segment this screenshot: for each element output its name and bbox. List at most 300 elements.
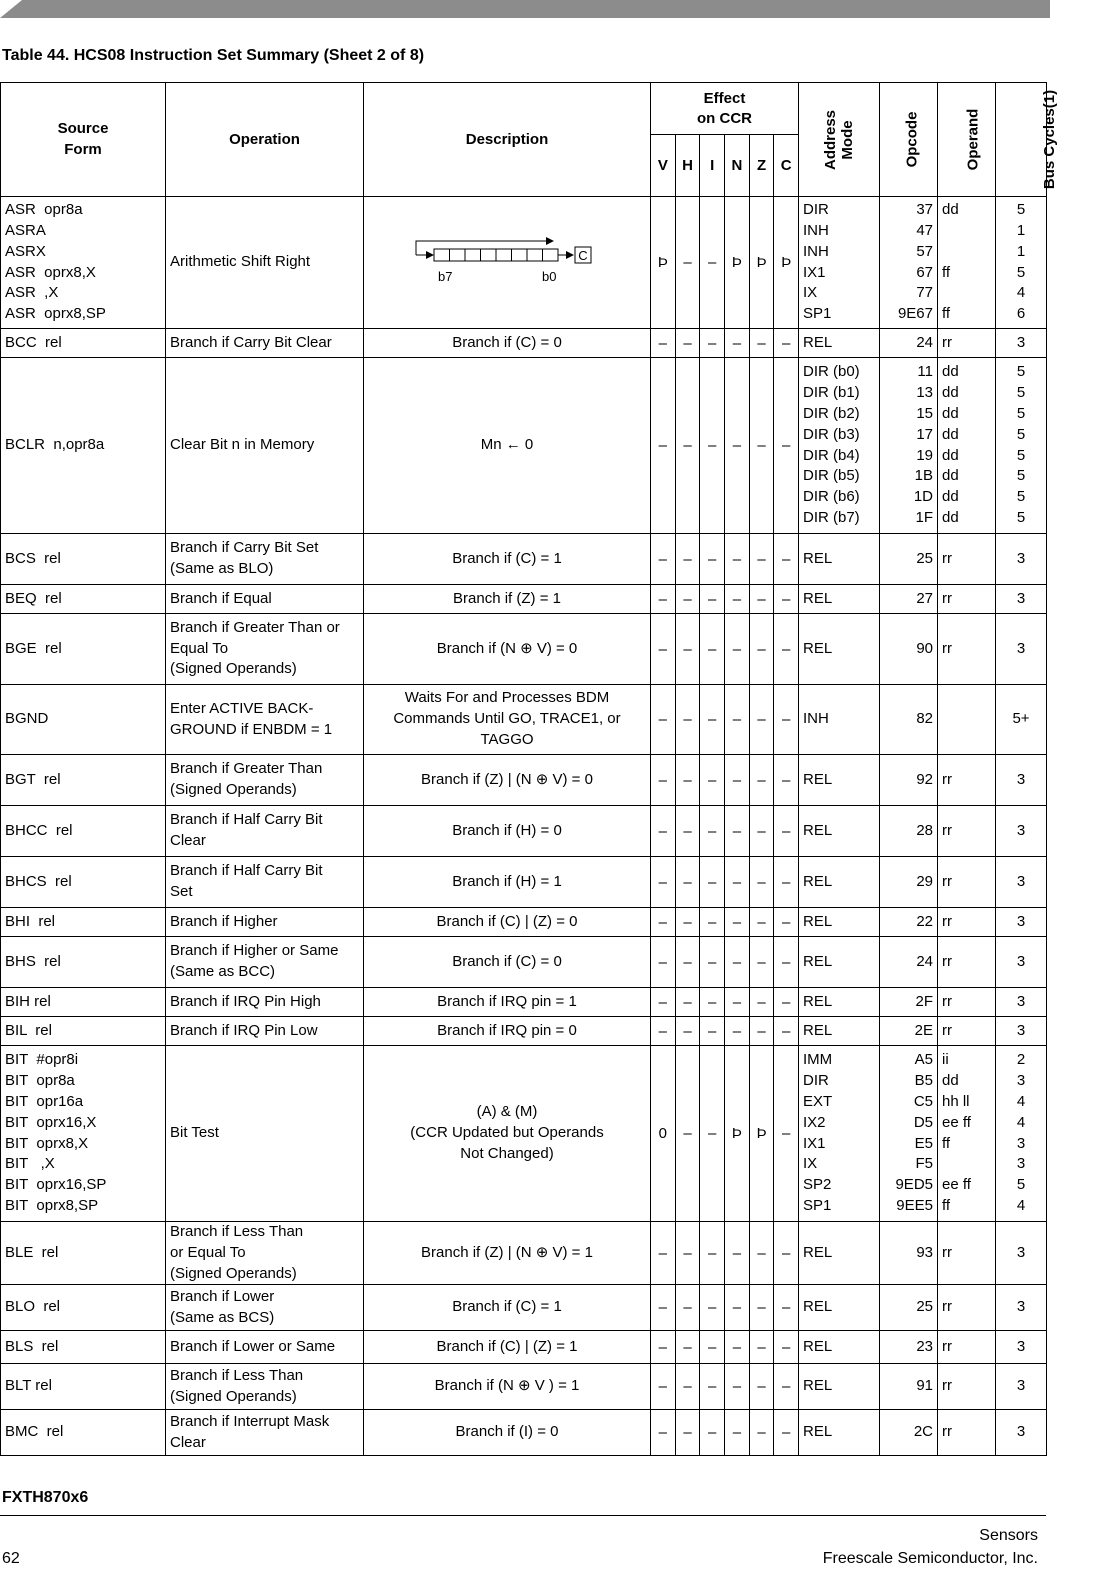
- address-mode-cell: REL: [799, 1331, 880, 1364]
- ccr-flag-i: –: [700, 1410, 725, 1456]
- source-form-cell: BGND: [1, 685, 166, 755]
- ccr-flag-i: –: [700, 534, 725, 585]
- table-row: [1, 755, 1047, 806]
- opcode-cell: 24: [880, 329, 938, 358]
- ccr-flag-v: –: [651, 329, 676, 358]
- instruction-table: [0, 82, 1059, 1456]
- ccr-flag-h: –: [675, 329, 700, 358]
- address-mode-cell: REL: [799, 937, 880, 988]
- bus-cycles-cell: 3: [996, 937, 1047, 988]
- table-row: [1, 534, 1047, 585]
- opcode-cell: 25: [880, 534, 938, 585]
- operation-cell: Branch if IRQ Pin High: [166, 988, 364, 1017]
- table-title: Table 44. HCS08 Instruction Set Summary (Sheet 2 of 8): [2, 47, 425, 64]
- table-row: [1, 1364, 1047, 1410]
- ccr-flag-c: Þ: [774, 197, 799, 329]
- address-mode-cell: IMM DIR EXT IX2 IX1 IX SP2 SP1: [799, 1046, 880, 1222]
- ccr-flag-c: –: [774, 685, 799, 755]
- description-cell: (A) & (M) (CCR Updated but Operands Not Changed): [364, 1046, 651, 1222]
- source-form-cell: BIL rel: [1, 1017, 166, 1046]
- opcode-cell: 22: [880, 908, 938, 937]
- opcode-cell: 2E: [880, 1017, 938, 1046]
- operand-cell: rr: [938, 534, 996, 585]
- operand-cell: rr: [938, 806, 996, 857]
- ccr-flag-i: –: [700, 806, 725, 857]
- ccr-flag-h: –: [675, 614, 700, 685]
- ccr-flag-v: –: [651, 988, 676, 1017]
- description-cell: Branch if (C) = 0: [364, 937, 651, 988]
- source-form-cell: BHCC rel: [1, 806, 166, 857]
- ccr-flag-v: –: [651, 857, 676, 908]
- source-form-cell: BGT rel: [1, 755, 166, 806]
- opcode-cell: 25: [880, 1285, 938, 1331]
- operation-cell: Branch if Carry Bit Set (Same as BLO): [166, 534, 364, 585]
- operand-cell: rr: [938, 1222, 996, 1285]
- ccr-flag-i: –: [700, 1331, 725, 1364]
- bus-cycles-cell: 3: [996, 329, 1047, 358]
- table-row: [1, 937, 1047, 988]
- operand-cell: dd ff ff: [938, 197, 996, 329]
- ccr-flag-v: –: [651, 1017, 676, 1046]
- opcode-cell: 82: [880, 685, 938, 755]
- description-cell: Branch if (N ⊕ V) = 0: [364, 614, 651, 685]
- source-form-cell: BIH rel: [1, 988, 166, 1017]
- opcode-cell: 2F: [880, 988, 938, 1017]
- operation-cell: Branch if Higher: [166, 908, 364, 937]
- header-opcode: Opcode: [880, 83, 938, 197]
- header-flag-v: V: [651, 135, 676, 197]
- source-form-cell: ASR opr8a ASRA ASRX ASR oprx8,X ASR ,X ASR oprx8,SP: [1, 197, 166, 329]
- ccr-flag-z: –: [749, 908, 774, 937]
- table-row: [1, 585, 1047, 614]
- operand-cell: rr: [938, 908, 996, 937]
- ccr-flag-z: –: [749, 685, 774, 755]
- operand-cell: rr: [938, 1017, 996, 1046]
- address-mode-cell: INH: [799, 685, 880, 755]
- ccr-flag-v: Þ: [651, 197, 676, 329]
- address-mode-cell: REL: [799, 1364, 880, 1410]
- source-form-cell: BCS rel: [1, 534, 166, 585]
- ccr-flag-n: –: [725, 908, 750, 937]
- ccr-flag-h: –: [675, 1046, 700, 1222]
- ccr-flag-v: –: [651, 685, 676, 755]
- description-cell: Branch if IRQ pin = 1: [364, 988, 651, 1017]
- address-mode-cell: REL: [799, 806, 880, 857]
- address-mode-cell: REL: [799, 1222, 880, 1285]
- ccr-flag-v: –: [651, 1285, 676, 1331]
- source-form-cell: BHS rel: [1, 937, 166, 988]
- ccr-flag-n: –: [725, 1410, 750, 1456]
- description-cell: Branch if (C) | (Z) = 0: [364, 908, 651, 937]
- bus-cycles-cell: 3: [996, 806, 1047, 857]
- header-description: Description: [364, 83, 651, 197]
- ccr-flag-h: –: [675, 197, 700, 329]
- operand-cell: [938, 685, 996, 755]
- address-mode-cell: REL: [799, 1017, 880, 1046]
- ccr-flag-i: –: [700, 937, 725, 988]
- ccr-flag-i: –: [700, 197, 725, 329]
- b7-label: b7: [438, 268, 453, 284]
- company-name: Freescale Semiconductor, Inc.: [822, 1550, 1038, 1567]
- table-row: [1, 1331, 1047, 1364]
- ccr-flag-h: –: [675, 534, 700, 585]
- ccr-flag-v: –: [651, 585, 676, 614]
- description-cell: Branch if (H) = 0: [364, 806, 651, 857]
- ccr-flag-v: –: [651, 806, 676, 857]
- operand-cell: dd dd dd dd dd dd dd dd: [938, 358, 996, 534]
- operation-cell: Branch if Half Carry Bit Clear: [166, 806, 364, 857]
- table-row: [1, 197, 1047, 329]
- ccr-flag-v: –: [651, 908, 676, 937]
- ccr-flag-z: –: [749, 358, 774, 534]
- ccr-flag-h: –: [675, 908, 700, 937]
- ccr-flag-z: –: [749, 988, 774, 1017]
- description-cell: [364, 197, 651, 329]
- ccr-flag-n: –: [725, 1222, 750, 1285]
- footer-section: Sensors: [979, 1527, 1038, 1544]
- operand-cell: ii dd hh ll ee ff ff ee ff ff: [938, 1046, 996, 1222]
- bus-cycles-cell: 3: [996, 908, 1047, 937]
- opcode-cell: 23: [880, 1331, 938, 1364]
- description-cell: Branch if (C) = 1: [364, 1285, 651, 1331]
- ccr-flag-n: –: [725, 1364, 750, 1410]
- header-operand: Operand: [938, 83, 996, 197]
- ccr-flag-n: –: [725, 685, 750, 755]
- source-form-cell: BHCS rel: [1, 857, 166, 908]
- bus-cycles-cell: 3: [996, 857, 1047, 908]
- table-row: [1, 685, 1047, 755]
- operand-cell: rr: [938, 1331, 996, 1364]
- bus-cycles-cell: 3: [996, 1222, 1047, 1285]
- ccr-flag-n: –: [725, 857, 750, 908]
- operation-cell: Branch if Equal: [166, 585, 364, 614]
- description-cell: Branch if (N ⊕ V ) = 1: [364, 1364, 651, 1410]
- opcode-cell: 27: [880, 585, 938, 614]
- bus-cycles-cell: 3: [996, 1410, 1047, 1456]
- operation-cell: Branch if Interrupt Mask Clear: [166, 1410, 364, 1456]
- ccr-flag-z: –: [749, 1410, 774, 1456]
- ccr-flag-c: –: [774, 988, 799, 1017]
- operation-cell: Branch if Greater Than or Equal To (Signed Operands): [166, 614, 364, 685]
- bus-cycles-cell: 3: [996, 1331, 1047, 1364]
- ccr-flag-c: –: [774, 908, 799, 937]
- table-row: [1, 1410, 1047, 1456]
- ccr-flag-i: –: [700, 685, 725, 755]
- operand-cell: rr: [938, 857, 996, 908]
- ccr-flag-n: –: [725, 534, 750, 585]
- address-mode-cell: REL: [799, 614, 880, 685]
- description-cell: Waits For and Processes BDM Commands Until GO, TRACE1, or TAGGO: [364, 685, 651, 755]
- ccr-flag-n: –: [725, 614, 750, 685]
- bus-cycles-cell: 5 1 1 5 4 6: [996, 197, 1047, 329]
- header-source-form: Source Form: [1, 83, 166, 197]
- ccr-flag-i: –: [700, 1046, 725, 1222]
- ccr-flag-v: –: [651, 1331, 676, 1364]
- header-address-mode: Address Mode: [799, 83, 880, 197]
- source-form-cell: BLO rel: [1, 1285, 166, 1331]
- operation-cell: Branch if Greater Than (Signed Operands): [166, 755, 364, 806]
- ccr-flag-h: –: [675, 1222, 700, 1285]
- ccr-flag-n: –: [725, 585, 750, 614]
- ccr-flag-n: –: [725, 329, 750, 358]
- ccr-flag-c: –: [774, 1285, 799, 1331]
- description-cell: Branch if (Z) | (N ⊕ V) = 0: [364, 755, 651, 806]
- table-row: [1, 1046, 1047, 1222]
- ccr-flag-v: –: [651, 358, 676, 534]
- header-flag-z: Z: [749, 135, 774, 197]
- ccr-flag-h: –: [675, 755, 700, 806]
- description-cell: Branch if (Z) | (N ⊕ V) = 1: [364, 1222, 651, 1285]
- ccr-flag-n: –: [725, 1017, 750, 1046]
- ccr-flag-z: –: [749, 534, 774, 585]
- bus-cycles-cell: 3: [996, 1017, 1047, 1046]
- ccr-flag-h: –: [675, 1364, 700, 1410]
- operation-cell: Clear Bit n in Memory: [166, 358, 364, 534]
- opcode-cell: 92: [880, 755, 938, 806]
- description-cell: Branch if IRQ pin = 0: [364, 1017, 651, 1046]
- ccr-flag-z: Þ: [749, 1046, 774, 1222]
- ccr-flag-c: –: [774, 614, 799, 685]
- opcode-cell: 2C: [880, 1410, 938, 1456]
- table-row: [1, 358, 1047, 534]
- bus-cycles-cell: 3: [996, 585, 1047, 614]
- ccr-flag-i: –: [700, 1017, 725, 1046]
- bus-cycles-cell: 3: [996, 614, 1047, 685]
- ccr-flag-h: –: [675, 988, 700, 1017]
- operation-cell: Branch if Lower or Same: [166, 1331, 364, 1364]
- operand-cell: rr: [938, 988, 996, 1017]
- ccr-flag-h: –: [675, 806, 700, 857]
- description-cell: Branch if (C) = 1: [364, 534, 651, 585]
- ccr-flag-v: –: [651, 1410, 676, 1456]
- ccr-flag-i: –: [700, 329, 725, 358]
- ccr-flag-v: –: [651, 534, 676, 585]
- ccr-flag-v: 0: [651, 1046, 676, 1222]
- ccr-flag-z: –: [749, 1331, 774, 1364]
- operation-cell: Branch if Higher or Same (Same as BCC): [166, 937, 364, 988]
- address-mode-cell: REL: [799, 908, 880, 937]
- ccr-flag-c: –: [774, 1017, 799, 1046]
- ccr-flag-i: –: [700, 614, 725, 685]
- device-name: FXTH870x6: [2, 1489, 89, 1506]
- description-cell: Branch if (C) | (Z) = 1: [364, 1331, 651, 1364]
- ccr-flag-v: –: [651, 937, 676, 988]
- operand-cell: rr: [938, 755, 996, 806]
- opcode-cell: 28: [880, 806, 938, 857]
- ccr-flag-v: –: [651, 755, 676, 806]
- opcode-cell: 93: [880, 1222, 938, 1285]
- table-row: [1, 908, 1047, 937]
- bus-cycles-cell: 3: [996, 755, 1047, 806]
- ccr-flag-z: –: [749, 857, 774, 908]
- ccr-flag-n: –: [725, 755, 750, 806]
- operation-cell: Arithmetic Shift Right: [166, 197, 364, 329]
- ccr-flag-c: –: [774, 857, 799, 908]
- ccr-flag-v: –: [651, 614, 676, 685]
- ccr-flag-z: –: [749, 1285, 774, 1331]
- bus-cycles-cell: 3: [996, 1285, 1047, 1331]
- ccr-flag-n: –: [725, 1285, 750, 1331]
- ccr-flag-h: –: [675, 585, 700, 614]
- ccr-flag-i: –: [700, 358, 725, 534]
- source-form-cell: BCC rel: [1, 329, 166, 358]
- ccr-flag-c: –: [774, 1331, 799, 1364]
- operand-cell: rr: [938, 1364, 996, 1410]
- header-flag-n: N: [725, 135, 750, 197]
- source-form-cell: BHI rel: [1, 908, 166, 937]
- bus-cycles-cell: 3: [996, 534, 1047, 585]
- header-flag-c: C: [774, 135, 799, 197]
- ccr-flag-c: –: [774, 358, 799, 534]
- ccr-flag-i: –: [700, 988, 725, 1017]
- ccr-flag-h: –: [675, 358, 700, 534]
- ccr-flag-z: –: [749, 1017, 774, 1046]
- opcode-cell: 37 47 57 67 77 9E67: [880, 197, 938, 329]
- description-cell: Branch if (H) = 1: [364, 857, 651, 908]
- ccr-flag-z: –: [749, 1222, 774, 1285]
- address-mode-cell: REL: [799, 534, 880, 585]
- shift-diagram: [412, 233, 602, 293]
- ccr-flag-v: –: [651, 1364, 676, 1410]
- opcode-cell: 11 13 15 17 19 1B 1D 1F: [880, 358, 938, 534]
- operand-cell: rr: [938, 1285, 996, 1331]
- ccr-flag-z: –: [749, 1364, 774, 1410]
- ccr-flag-c: –: [774, 1364, 799, 1410]
- table-row: [1, 806, 1047, 857]
- ccr-flag-h: –: [675, 1410, 700, 1456]
- address-mode-cell: DIR (b0) DIR (b1) DIR (b2) DIR (b3) DIR (b4) DIR (b5) DIR (b6) DIR (b7): [799, 358, 880, 534]
- description-cell: Branch if (Z) = 1: [364, 585, 651, 614]
- ccr-flag-i: –: [700, 857, 725, 908]
- ccr-flag-n: Þ: [725, 1046, 750, 1222]
- ccr-flag-n: –: [725, 1331, 750, 1364]
- ccr-flag-i: –: [700, 755, 725, 806]
- bus-cycles-cell: 5+: [996, 685, 1047, 755]
- table-row: [1, 614, 1047, 685]
- operand-cell: rr: [938, 1410, 996, 1456]
- ccr-flag-c: –: [774, 755, 799, 806]
- description-cell: Branch if (C) = 0: [364, 329, 651, 358]
- bus-cycles-cell: 3: [996, 988, 1047, 1017]
- ccr-flag-c: –: [774, 806, 799, 857]
- operation-cell: Branch if IRQ Pin Low: [166, 1017, 364, 1046]
- ccr-flag-i: –: [700, 1285, 725, 1331]
- ccr-flag-c: –: [774, 534, 799, 585]
- operand-cell: rr: [938, 585, 996, 614]
- bus-cycles-cell: 3: [996, 1364, 1047, 1410]
- ccr-flag-n: –: [725, 806, 750, 857]
- source-form-cell: BLS rel: [1, 1331, 166, 1364]
- ccr-flag-i: –: [700, 1364, 725, 1410]
- ccr-flag-z: –: [749, 329, 774, 358]
- operation-cell: Branch if Less Than (Signed Operands): [166, 1364, 364, 1410]
- header-bar: [0, 0, 1050, 18]
- operation-cell: Branch if Lower (Same as BCS): [166, 1285, 364, 1331]
- ccr-flag-c: –: [774, 1410, 799, 1456]
- table-row: [1, 857, 1047, 908]
- ccr-flag-i: –: [700, 585, 725, 614]
- opcode-cell: 91: [880, 1364, 938, 1410]
- opcode-cell: 29: [880, 857, 938, 908]
- ccr-flag-h: –: [675, 937, 700, 988]
- ccr-flag-v: –: [651, 1222, 676, 1285]
- ccr-flag-i: –: [700, 908, 725, 937]
- ccr-flag-z: –: [749, 614, 774, 685]
- table-row: [1, 988, 1047, 1017]
- address-mode-cell: REL: [799, 1285, 880, 1331]
- ccr-flag-h: –: [675, 1331, 700, 1364]
- address-mode-cell: REL: [799, 988, 880, 1017]
- source-form-cell: BCLR n,opr8a: [1, 358, 166, 534]
- ccr-flag-n: –: [725, 358, 750, 534]
- ccr-flag-h: –: [675, 1285, 700, 1331]
- operand-cell: rr: [938, 614, 996, 685]
- operation-cell: Bit Test: [166, 1046, 364, 1222]
- ccr-flag-c: –: [774, 1046, 799, 1222]
- ccr-flag-c: –: [774, 329, 799, 358]
- source-form-cell: BIT #opr8i BIT opr8a BIT opr16a BIT oprx16,X BIT oprx8,X BIT ,X BIT oprx16,SP BIT oprx8,SP: [1, 1046, 166, 1222]
- page-number: 62: [2, 1550, 20, 1567]
- operation-cell: Enter ACTIVE BACK- GROUND if ENBDM = 1: [166, 685, 364, 755]
- ccr-flag-c: –: [774, 585, 799, 614]
- address-mode-cell: REL: [799, 857, 880, 908]
- address-mode-cell: REL: [799, 755, 880, 806]
- ccr-flag-z: Þ: [749, 197, 774, 329]
- ccr-flag-n: –: [725, 988, 750, 1017]
- footer-rule: [0, 1515, 1046, 1516]
- operand-cell: rr: [938, 937, 996, 988]
- description-cell: Branch if (I) = 0: [364, 1410, 651, 1456]
- address-mode-cell: REL: [799, 1410, 880, 1456]
- header-bus-cycles: Bus Cycles(1): [996, 83, 1047, 197]
- ccr-flag-z: –: [749, 806, 774, 857]
- opcode-cell: A5 B5 C5 D5 E5 F5 9ED5 9EE5: [880, 1046, 938, 1222]
- ccr-flag-n: –: [725, 937, 750, 988]
- address-mode-cell: REL: [799, 329, 880, 358]
- header-flag-i: I: [700, 135, 725, 197]
- ccr-flag-c: –: [774, 1222, 799, 1285]
- ccr-flag-h: –: [675, 685, 700, 755]
- opcode-cell: 90: [880, 614, 938, 685]
- ccr-flag-z: –: [749, 937, 774, 988]
- ccr-flag-h: –: [675, 1017, 700, 1046]
- source-form-cell: BMC rel: [1, 1410, 166, 1456]
- ccr-flag-h: –: [675, 857, 700, 908]
- source-form-cell: BLE rel: [1, 1222, 166, 1285]
- b0-label: b0: [542, 268, 557, 284]
- ccr-flag-c: –: [774, 937, 799, 988]
- source-form-cell: BEQ rel: [1, 585, 166, 614]
- table-row: [1, 1285, 1047, 1331]
- operation-cell: Branch if Half Carry Bit Set: [166, 857, 364, 908]
- header-operation: Operation: [166, 83, 364, 197]
- carry-label: C: [578, 247, 588, 263]
- ccr-flag-z: –: [749, 755, 774, 806]
- opcode-cell: 24: [880, 937, 938, 988]
- bus-cycles-cell: 5 5 5 5 5 5 5 5: [996, 358, 1047, 534]
- operation-cell: Branch if Less Than or Equal To (Signed Operands): [166, 1222, 364, 1285]
- header-flag-h: H: [675, 135, 700, 197]
- ccr-flag-n: Þ: [725, 197, 750, 329]
- address-mode-cell: REL: [799, 585, 880, 614]
- source-form-cell: BLT rel: [1, 1364, 166, 1410]
- table-row: [1, 1222, 1047, 1285]
- source-form-cell: BGE rel: [1, 614, 166, 685]
- ccr-flag-i: –: [700, 1222, 725, 1285]
- operation-cell: Branch if Carry Bit Clear: [166, 329, 364, 358]
- table-row: [1, 1017, 1047, 1046]
- bus-cycles-cell: 2 3 4 4 3 3 5 4: [996, 1046, 1047, 1222]
